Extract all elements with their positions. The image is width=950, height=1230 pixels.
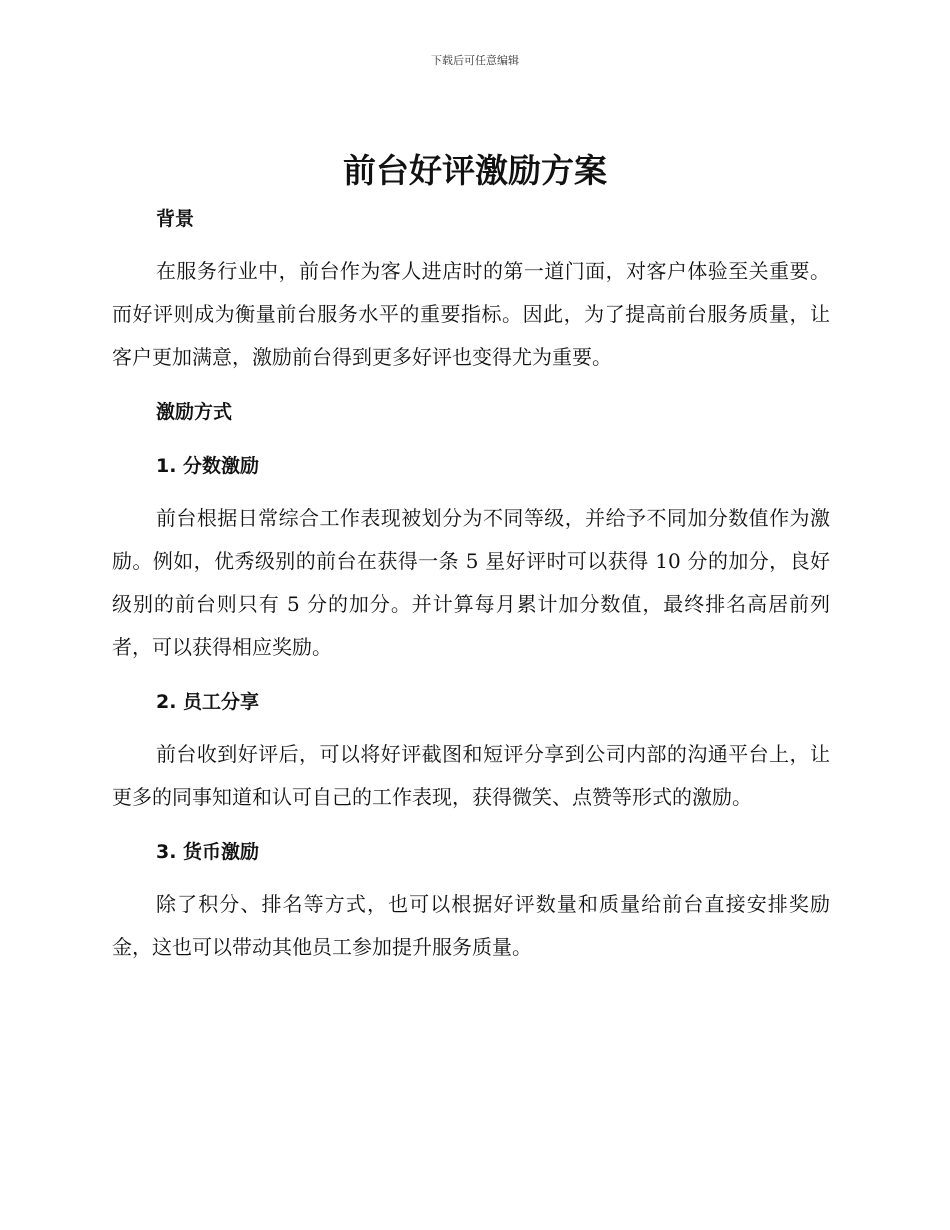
section-heading: 激励方式: [156, 401, 233, 423]
page-header-note: 下载后可任意编辑: [431, 54, 519, 67]
section-background: [112, 198, 830, 379]
section-score-incentive: [112, 445, 830, 669]
section-heading: 2. 员工分享: [156, 691, 260, 713]
document-body: [112, 198, 830, 969]
section-heading: 背景: [156, 208, 195, 230]
section-paragraph: 前台收到好评后，可以将好评截图和短评分享到公司内部的沟通平台上，让更多的同事知道和认可自己的工作表现，获得微笑、点赞等形式的激励。: [112, 742, 830, 809]
document-title: 前台好评激励方案: [343, 151, 607, 190]
section-monetary-incentive: [112, 831, 830, 969]
section-employee-sharing: [112, 681, 830, 819]
section-paragraph: 在服务行业中，前台作为客人进店时的第一道门面，对客户体验至关重要。而好评则成为衡量前台服务水平的重要指标。因此，为了提高前台服务质量，让客户更加满意，激励前台得到更多好评也变得尤为重要。: [112, 259, 830, 369]
section-paragraph: 除了积分、排名等方式，也可以根据好评数量和质量给前台直接安排奖励金，这也可以带动其他员工参加提升服务质量。: [112, 892, 830, 959]
section-paragraph: 前台根据日常综合工作表现被划分为不同等级，并给予不同加分数值作为激励。例如，优秀级别的前台在获得一条 5 星好评时可以获得 10 分的加分，良好级别的前台则只有 5 分的加分。并计算每月累计加分数值，最终排名高居前列者，可以获得相应奖励。: [112, 506, 830, 659]
section-heading: 3. 货币激励: [156, 841, 260, 863]
section-incentive-methods: [112, 391, 830, 433]
section-heading: 1. 分数激励: [156, 455, 260, 477]
